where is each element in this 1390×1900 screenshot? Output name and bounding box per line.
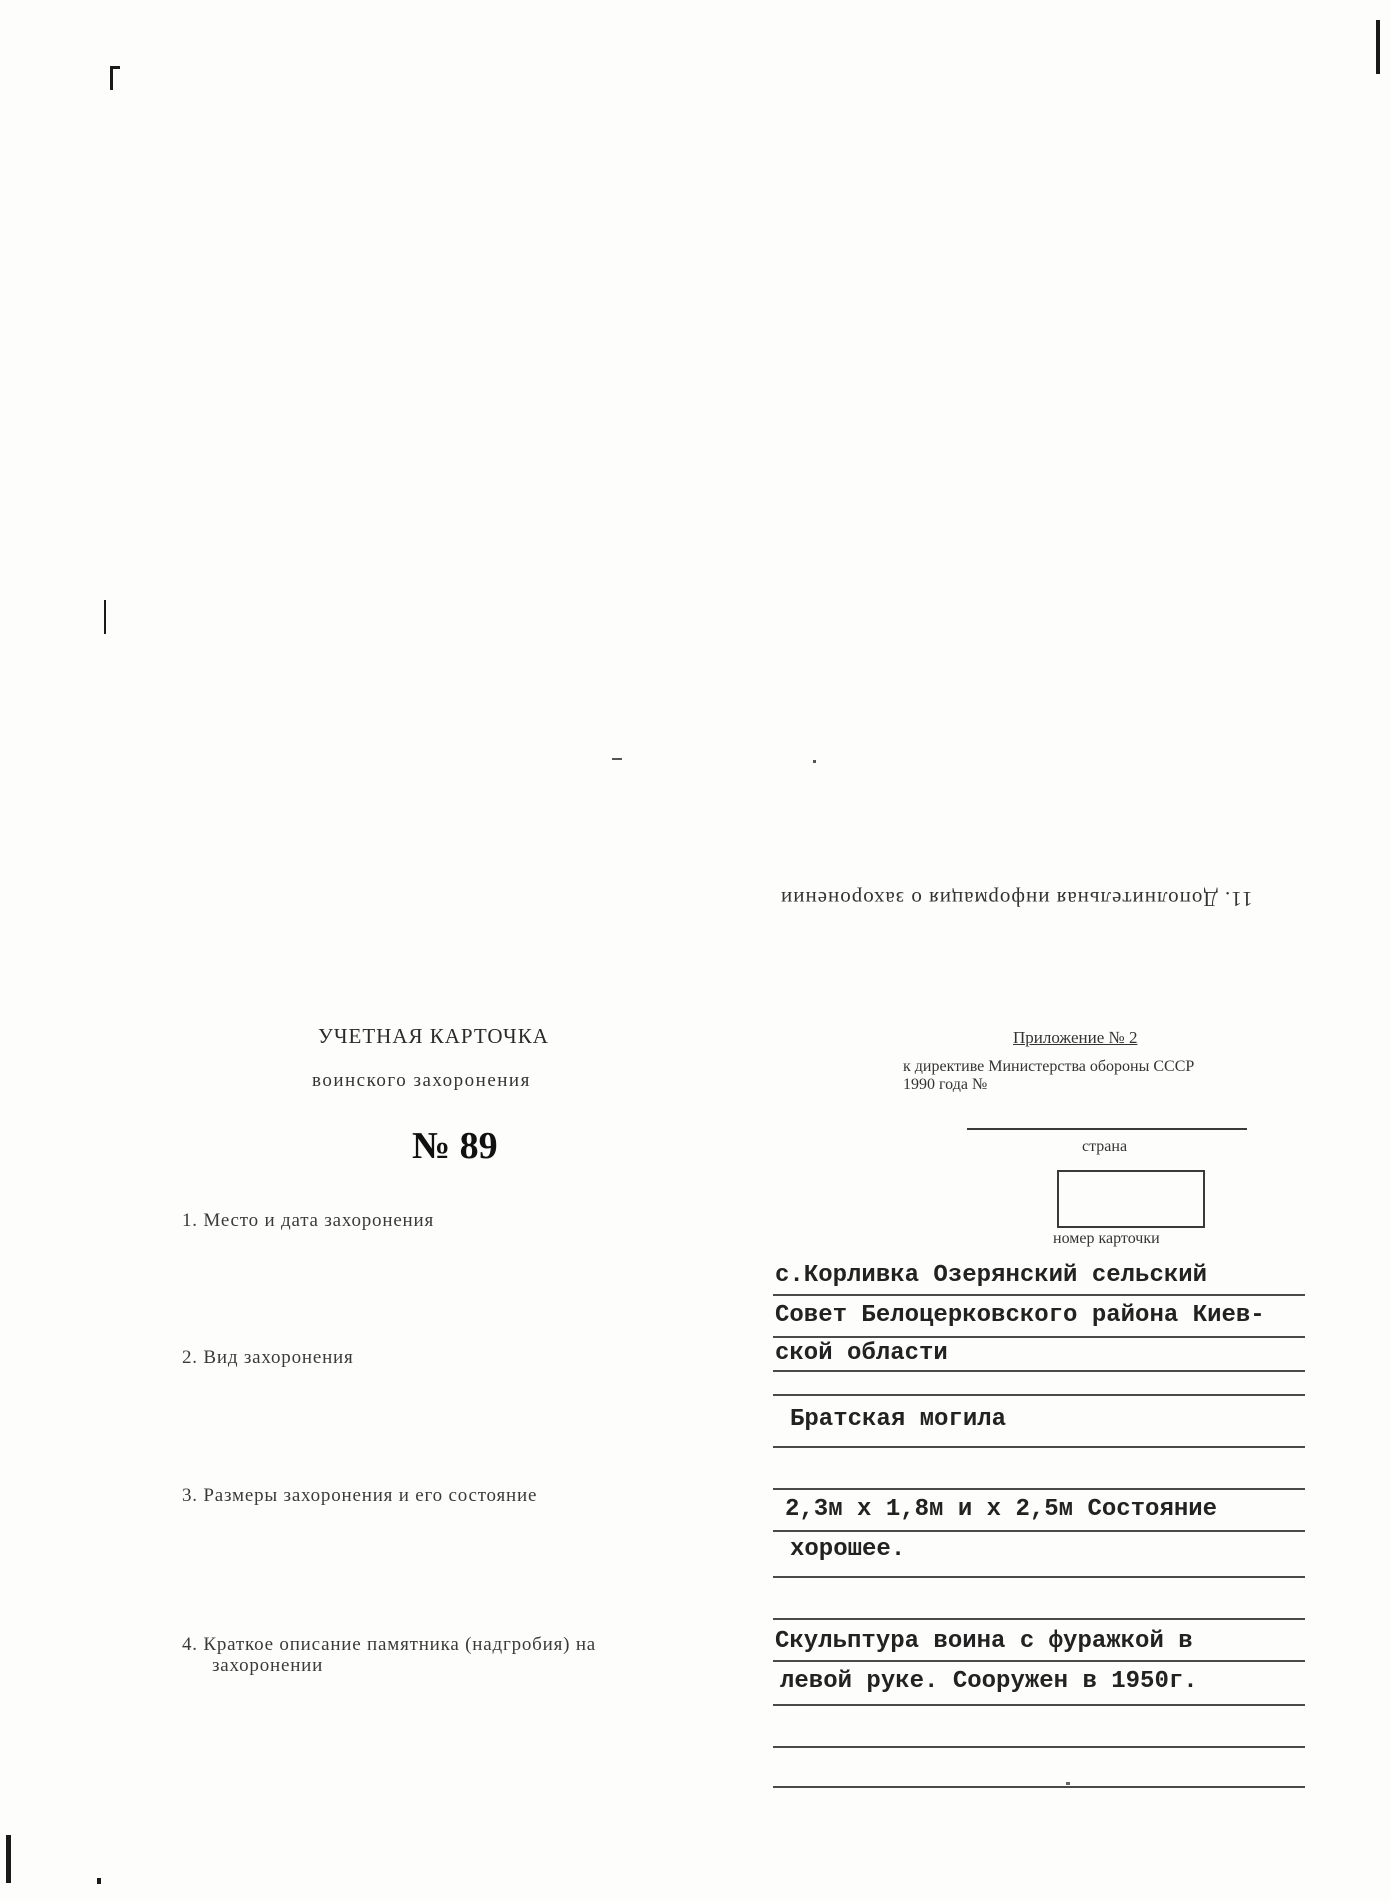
card-subtitle: воинского захоронения xyxy=(312,1070,531,1091)
question-monument-description xyxy=(182,1634,722,1676)
answer-monument-line: левой руке. Сооружен в 1950г. xyxy=(780,1668,1198,1695)
scan-artifact-mark xyxy=(813,760,816,763)
directive-line: к директиве Министерства обороны СССР xyxy=(903,1058,1195,1075)
card-title: УЧЕТНАЯ КАРТОЧКА xyxy=(318,1024,549,1048)
answer-size-line: 2,3м х 1,8м и х 2,5м Состояние xyxy=(785,1496,1218,1523)
card-number-box xyxy=(1057,1170,1205,1228)
answer-rule xyxy=(773,1394,1305,1396)
scan-artifact-mark xyxy=(110,66,113,90)
directive-note xyxy=(903,1058,1303,1094)
answer-rule xyxy=(773,1660,1305,1662)
answer-size-line: хорошее. xyxy=(790,1536,906,1563)
answer-monument-line: Скульптура воина с фуражкой в xyxy=(775,1628,1193,1655)
scan-artifact-mark xyxy=(612,758,622,760)
answer-burial-type: Братская могила xyxy=(790,1406,1007,1433)
answer-place-line: ской области xyxy=(775,1340,948,1367)
answer-rule xyxy=(773,1530,1305,1532)
answer-rule xyxy=(773,1488,1305,1490)
answer-rule xyxy=(773,1294,1305,1296)
card-number-label: номер карточки xyxy=(1053,1230,1160,1247)
scan-artifact-mark xyxy=(97,1878,101,1884)
answer-place-line: с.Корливка Озерянский сельский xyxy=(775,1262,1208,1289)
scan-artifact-mark xyxy=(1376,20,1380,74)
question-line: захоронении xyxy=(212,1655,324,1676)
question-burial-place: 1. Место и дата захоронения xyxy=(182,1210,435,1231)
answer-rule xyxy=(773,1576,1305,1578)
question-burial-type: 2. Вид захоронения xyxy=(182,1347,354,1368)
country-label: страна xyxy=(1082,1138,1128,1155)
scan-artifact-mark xyxy=(104,600,106,634)
card-number: № 89 xyxy=(412,1125,498,1167)
answer-rule xyxy=(773,1446,1305,1448)
answer-rule xyxy=(773,1336,1305,1338)
answer-place-line: Совет Белоцерковского района Киев- xyxy=(775,1302,1265,1329)
question-line: 4. Краткое описание памятника (надгробия) на xyxy=(182,1634,597,1655)
upside-down-heading: 11. Дополнительная информация о захоронении xyxy=(780,887,1253,911)
answer-rule xyxy=(773,1618,1305,1620)
answer-rule xyxy=(773,1370,1305,1372)
appendix-label: Приложение № 2 xyxy=(1013,1028,1138,1047)
country-field-line xyxy=(967,1128,1247,1130)
directive-line: 1990 года № xyxy=(903,1076,988,1093)
answer-rule xyxy=(773,1786,1305,1788)
scan-artifact-mark xyxy=(110,66,120,69)
scan-artifact-mark xyxy=(6,1835,11,1883)
answer-rule xyxy=(773,1746,1305,1748)
scan-artifact-mark xyxy=(1066,1782,1070,1785)
answer-rule xyxy=(773,1704,1305,1706)
question-burial-size: 3. Размеры захоронения и его состояние xyxy=(182,1485,538,1506)
